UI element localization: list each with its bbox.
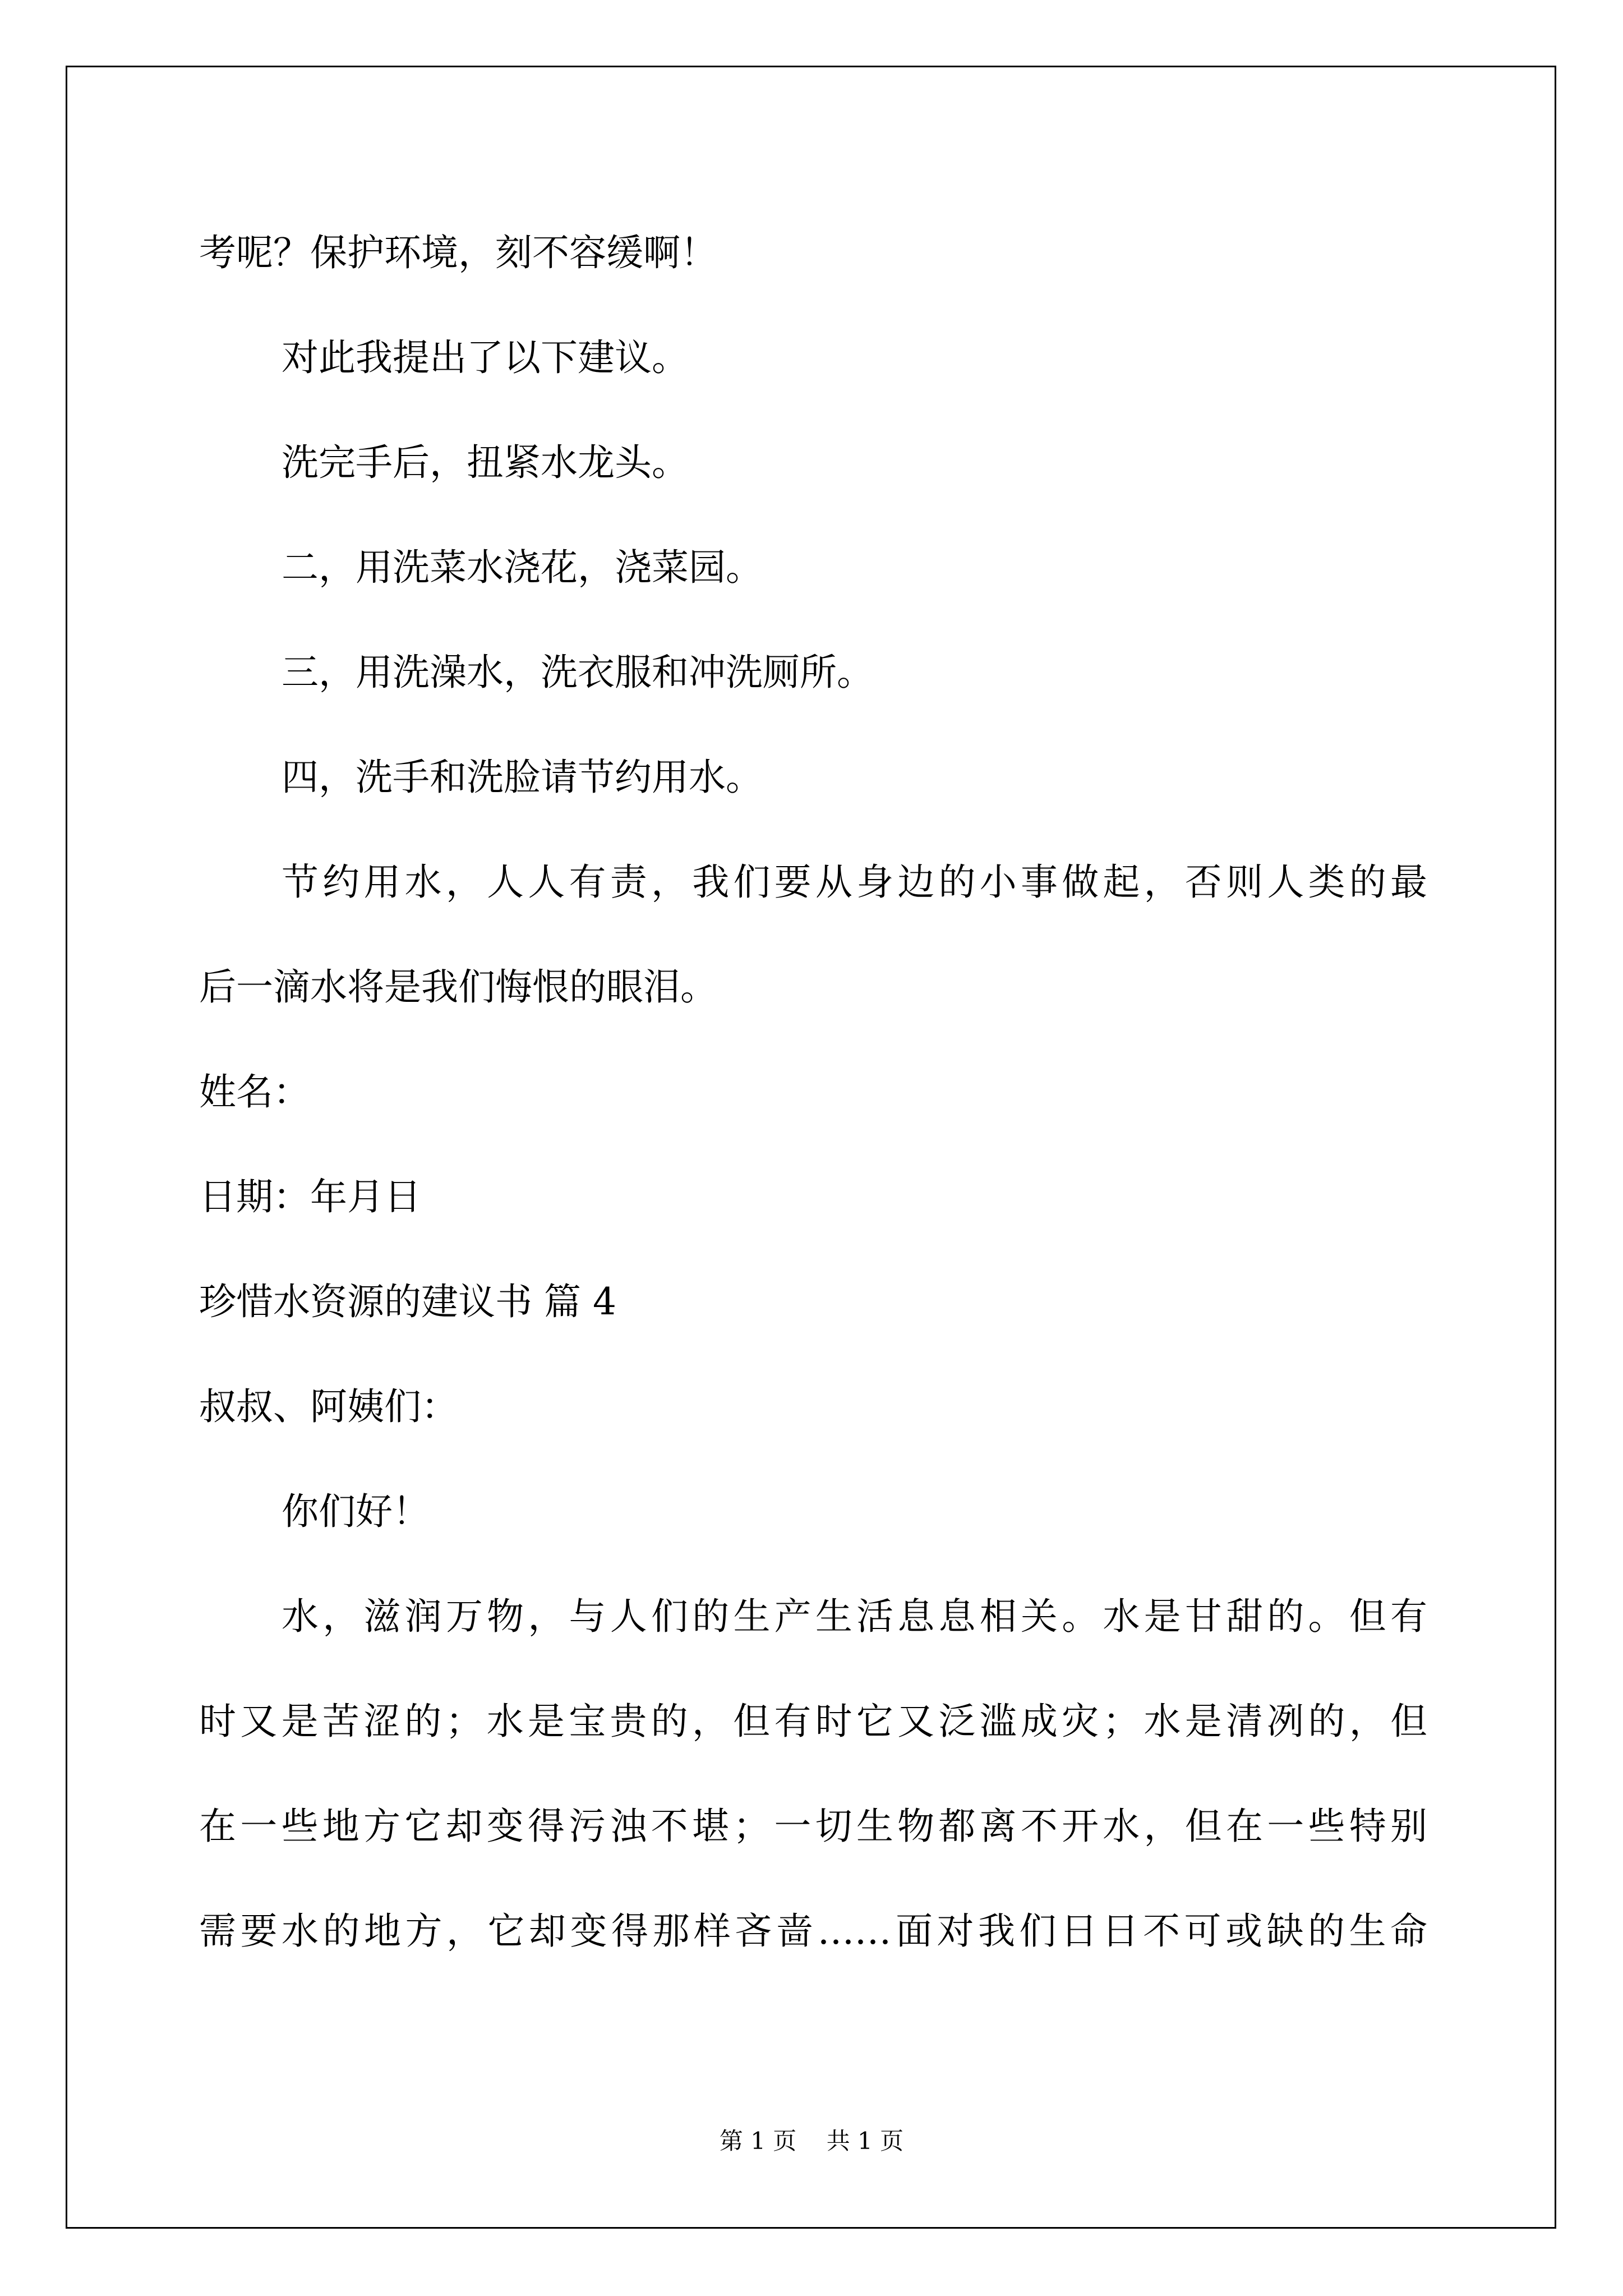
text-line-1: 考呢？保护环境，刻不容缓啊！	[199, 231, 717, 274]
text-line-2: 对此我提出了以下建议。	[282, 336, 689, 379]
text-line-16: 在一些地方它却变得污浊不堪；一切生物都离不开水，但在一些特别	[199, 1805, 1427, 1848]
page-footer: 第 1 页 共 1 页	[719, 2127, 904, 2155]
text-line-6: 四，洗手和洗脸请节约用水。	[282, 756, 763, 799]
text-line-14: 水，滋润万物，与人们的生产生活息息相关。水是甘甜的。但有	[282, 1595, 1427, 1638]
text-line-17: 需要水的地方，它却变得那样吝啬……面对我们日日不可或缺的生命	[199, 1910, 1427, 1953]
name-field-label: 姓名：	[199, 1070, 310, 1114]
text-line-7: 节约用水，人人有责，我们要从身边的小事做起，否则人类的最	[282, 861, 1427, 904]
text-line-3: 洗完手后，扭紧水龙头。	[282, 441, 689, 484]
section-heading: 珍惜水资源的建议书 篇 4	[199, 1280, 616, 1323]
salutation: 叔叔、阿姨们：	[199, 1385, 458, 1428]
text-line-5: 三，用洗澡水，洗衣服和冲洗厕所。	[282, 651, 874, 694]
text-line-15: 时又是苦涩的；水是宝贵的，但有时它又泛滥成灾；水是清冽的，但	[199, 1700, 1427, 1743]
text-line-8: 后一滴水将是我们悔恨的眼泪。	[199, 965, 717, 1009]
text-line-4: 二，用洗菜水浇花，浇菜园。	[282, 546, 763, 589]
page-border	[66, 66, 1556, 2229]
greeting: 你们好！	[282, 1490, 430, 1533]
date-field-label: 日期：年月日	[199, 1175, 421, 1218]
